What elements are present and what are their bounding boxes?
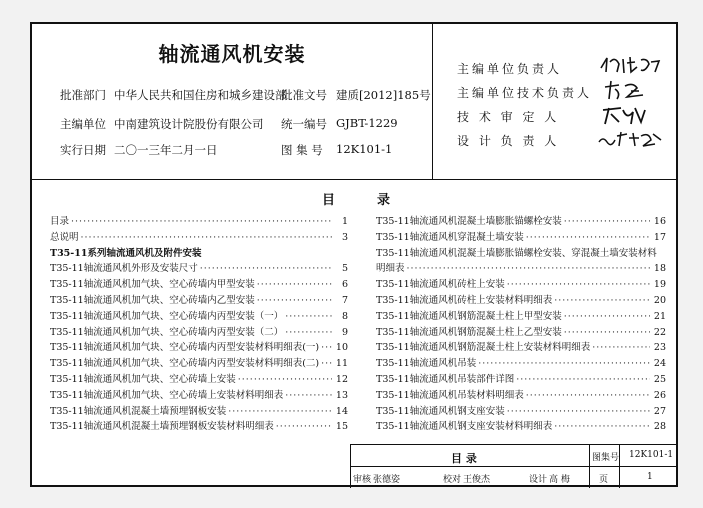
- toc-entry[interactable]: [50, 388, 348, 404]
- cover-header: [32, 24, 676, 180]
- toc-entry[interactable]: [376, 325, 666, 341]
- meta-value-atlas-no: 12K101-1: [336, 142, 393, 156]
- toc-page-number: 23: [653, 342, 666, 354]
- toc-entry-title: T35-11轴流通风机钢支座安装: [376, 405, 505, 417]
- toc-entry[interactable]: [50, 230, 348, 246]
- toc-entry-title: T35-11轴流通风机加气块、空心砖墙内丙型安装（一）: [50, 310, 284, 322]
- toc-leader-dots: [564, 309, 650, 325]
- toc-entry-title: T35-11轴流通风机砖柱上安装材料明细表: [376, 294, 553, 306]
- toc-entry[interactable]: [376, 309, 666, 325]
- role-tech-approver: 技 术 审 定 人: [457, 110, 560, 124]
- toc-entry-title: T35-11轴流通风机加气块、空心砖墙内丙型安装材料明细表(一): [50, 342, 320, 354]
- toc-entry[interactable]: [376, 214, 666, 230]
- toc-leader-dots: [257, 277, 332, 293]
- toc-entry-title: T35-11系列轴流通风机及附件安装: [50, 247, 202, 259]
- toc-entry-title: T35-11轴流通风机加气块、空心砖墙内乙型安装: [50, 294, 255, 306]
- meta-label-effective-date: 实行日期: [60, 143, 106, 157]
- toc-entry[interactable]: [50, 277, 348, 293]
- toc-entry-title: T35-11轴流通风机钢支座安装材料明细表: [376, 421, 553, 433]
- toc-entry[interactable]: [50, 261, 348, 277]
- toc-leader-dots: [257, 293, 332, 309]
- toc-leader-dots: [200, 261, 332, 277]
- toc-entry[interactable]: [50, 325, 348, 341]
- toc-entry-title: 明细表: [376, 263, 405, 275]
- atlas-title: 轴流通风机安装: [158, 42, 306, 66]
- toc-entry-title: T35-11轴流通风机混凝土墙膨胀锚螺栓安装: [376, 216, 562, 227]
- meta-label-atlas-no: 图 集 号: [281, 143, 323, 157]
- toc-leader-dots: [507, 404, 650, 420]
- toc-entry-title: 总说明: [50, 231, 79, 243]
- toc-entry-title: T35-11轴流通风机钢筋混凝土柱上甲型安装: [376, 310, 562, 322]
- toc-leader-dots: [321, 356, 332, 372]
- atlas-no-value: 12K101-1: [629, 450, 674, 460]
- role-design-head: 设 计 负 责 人: [457, 134, 560, 148]
- toc-heading-char-2: 录: [377, 193, 391, 208]
- meta-label-approval-dept: 批准部门: [60, 88, 106, 102]
- signature-2: [597, 79, 667, 101]
- toc-entry-title: T35-11轴流通风机加气块、空心砖墙上安装材料明细表: [50, 389, 284, 401]
- toc-page-number: 1: [341, 216, 348, 227]
- drawing-name: 目 录: [451, 452, 477, 465]
- page-label: 页: [599, 475, 609, 485]
- toc-entry[interactable]: [50, 404, 348, 420]
- signature-3: [597, 104, 667, 126]
- toc-page-number: 5: [341, 263, 348, 275]
- toc-page-number: 14: [335, 405, 348, 417]
- toc-entry-title: T35-11轴流通风机加气块、空心砖墙内丙型安装（二）: [50, 326, 284, 338]
- toc-leader-dots: [285, 325, 332, 341]
- toc-entry[interactable]: [50, 309, 348, 325]
- toc-page-number: 26: [653, 389, 666, 401]
- toc-leader-dots: [285, 388, 332, 404]
- toc-entry[interactable]: [50, 372, 348, 388]
- signature-4: [597, 128, 667, 150]
- meta-value-approval-no: 建质[2012]185号: [336, 88, 431, 102]
- toc-entry-title: T35-11轴流通风机外形及安装尺寸: [50, 263, 198, 275]
- role-chief-tech-head: 主编单位技术负责人: [457, 86, 593, 100]
- atlas-no-label: 图集号: [592, 453, 620, 463]
- toc-leader-dots: [516, 372, 650, 388]
- toc-page-number: 16: [653, 216, 666, 227]
- toc-page-number: 28: [653, 421, 666, 433]
- toc-entry-title: T35-11轴流通风机加气块、空心砖墙内甲型安装: [50, 279, 255, 291]
- designer-name: 高 梅: [549, 475, 570, 485]
- toc-page-number: 3: [341, 231, 348, 243]
- toc-leader-dots: [71, 214, 332, 230]
- toc-leader-dots: [526, 388, 650, 404]
- toc-entry-title: T35-11轴流通风机混凝土墙膨胀锚螺栓安装、穿混凝土墙安装材料: [376, 247, 657, 259]
- toc-heading-char-1: 目: [322, 193, 336, 208]
- toc-entry[interactable]: [376, 261, 666, 277]
- toc-leader-dots: [285, 309, 332, 325]
- toc-entry[interactable]: [50, 214, 348, 230]
- toc-leader-dots: [81, 230, 332, 246]
- meta-value-approval-dept: 中华人民共和国住房和城乡建设部: [114, 88, 287, 102]
- toc-entry-title: T35-11轴流通风机钢筋混凝土柱上乙型安装: [376, 326, 562, 338]
- toc-leader-dots: [592, 340, 650, 356]
- toc-page-number: 13: [335, 389, 348, 401]
- toc-entry[interactable]: [50, 293, 348, 309]
- toc-entry[interactable]: [376, 246, 666, 262]
- toc-page-number: 27: [653, 405, 666, 417]
- toc-page-number: 25: [653, 373, 666, 385]
- header-divider: [432, 24, 433, 179]
- toc-leader-dots: [407, 261, 650, 277]
- checker-name: 王俊杰: [463, 475, 491, 485]
- toc-entry-title: T35-11轴流通风机吊装材料明细表: [376, 389, 524, 401]
- toc-entry[interactable]: [376, 293, 666, 309]
- review-label: 审核: [353, 475, 372, 485]
- toc-entry[interactable]: [376, 230, 666, 246]
- meta-value-unified-no: GJBT-1229: [336, 116, 398, 130]
- drawing-sheet: [30, 22, 678, 487]
- toc-right-column: [376, 214, 666, 435]
- toc-entry-title: T35-11轴流通风机混凝土墙预埋钢板安装材料明细表: [50, 421, 274, 433]
- title-block: [350, 444, 677, 488]
- reviewer-name: 张德姿: [373, 475, 401, 485]
- toc-page-number: 21: [653, 310, 666, 322]
- toc-page-number: 11: [335, 358, 348, 370]
- toc-page-number: 20: [653, 294, 666, 306]
- check-label: 校对: [443, 475, 462, 485]
- toc-entry[interactable]: [376, 388, 666, 404]
- toc-leader-dots: [507, 277, 650, 293]
- toc-leader-dots: [554, 419, 650, 435]
- meta-value-effective-date: 二〇一三年二月一日: [114, 143, 218, 157]
- signature-1: [597, 54, 667, 76]
- toc-entry-title: T35-11轴流通风机加气块、空心砖墙上安装: [50, 373, 236, 385]
- toc-left-column: [50, 214, 348, 435]
- toc-page-number: 7: [341, 294, 348, 306]
- toc-entry[interactable]: [376, 419, 666, 435]
- toc-entry[interactable]: [376, 372, 666, 388]
- toc-entry-title: T35-11轴流通风机吊装: [376, 358, 477, 370]
- toc-page-number: 8: [341, 310, 348, 322]
- toc-entry-title: T35-11轴流通风机砖柱上安装: [376, 279, 505, 291]
- toc-entry[interactable]: [50, 356, 348, 372]
- meta-label-chief-unit: 主编单位: [60, 117, 106, 131]
- toc-entry[interactable]: [376, 356, 666, 372]
- toc-leader-dots: [554, 293, 650, 309]
- toc-page-number: 22: [653, 326, 666, 338]
- toc-entry[interactable]: [376, 340, 666, 356]
- toc-entry-title: T35-11轴流通风机穿混凝土墙安装: [376, 231, 524, 243]
- toc-page-number: 12: [335, 373, 348, 385]
- toc-page-number: 17: [653, 231, 666, 243]
- toc-leader-dots: [478, 356, 650, 372]
- toc-page-number: 24: [653, 358, 666, 370]
- meta-label-unified-no: 统一编号: [281, 117, 327, 131]
- toc-entry[interactable]: [376, 277, 666, 293]
- toc-entry[interactable]: [376, 404, 666, 420]
- toc-entry[interactable]: [50, 246, 348, 262]
- meta-value-chief-unit: 中南建筑设计院股份有限公司: [114, 117, 264, 131]
- toc-leader-dots: [526, 230, 650, 246]
- toc-page-number: 18: [653, 263, 666, 275]
- design-label: 设计: [529, 475, 548, 485]
- toc-leader-dots: [228, 404, 332, 420]
- meta-label-approval-no: 批准文号: [281, 88, 327, 102]
- toc-entry-title: T35-11轴流通风机吊装部件详图: [376, 373, 515, 385]
- toc-entry-title: 目录: [50, 216, 70, 227]
- toc-entry-title: T35-11轴流通风机加气块、空心砖墙内丙型安装材料明细表(二): [50, 358, 320, 370]
- toc-page-number: 19: [653, 279, 666, 291]
- toc-page-number: 10: [335, 342, 348, 354]
- page-number: 1: [647, 472, 653, 482]
- role-chief-unit-head: 主编单位负责人: [457, 62, 563, 76]
- toc-page-number: 15: [335, 421, 348, 433]
- toc-leader-dots: [564, 214, 650, 230]
- toc-leader-dots: [238, 372, 332, 388]
- toc-entry[interactable]: [50, 419, 348, 435]
- toc-page-number: 9: [341, 326, 348, 338]
- toc-entry[interactable]: [50, 340, 348, 356]
- toc-leader-dots: [564, 325, 650, 341]
- toc-page-number: 6: [341, 279, 348, 291]
- toc-leader-dots: [321, 340, 332, 356]
- toc-leader-dots: [276, 419, 332, 435]
- toc-entry-title: T35-11轴流通风机混凝土墙预埋钢板安装: [50, 405, 227, 417]
- toc-entry-title: T35-11轴流通风机钢筋混凝土柱上安装材料明细表: [376, 342, 591, 354]
